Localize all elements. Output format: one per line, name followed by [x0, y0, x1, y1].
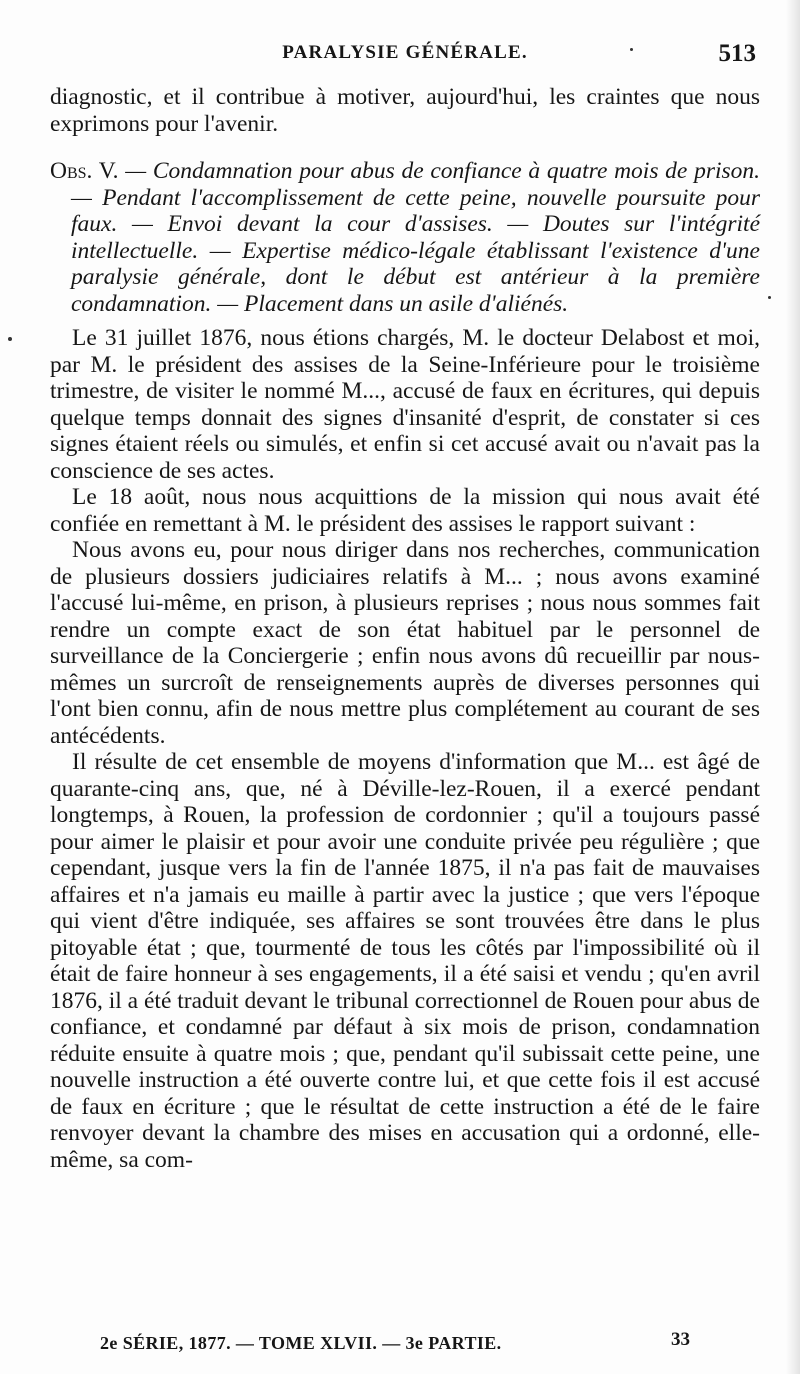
running-title: PARALYSIE GÉNÉRALE. — [282, 42, 528, 63]
scan-speck — [768, 296, 771, 299]
scan-speck — [8, 337, 12, 341]
paragraph-mission: Le 31 juillet 1876, nous étions chargés, M. le docteur Delabost et moi, par M. le président des assises de la Seine-Inférieure pour le troisième trimestre, de visiter le nommé M..., accusé de faux en écritures, qui depuis quelque temps donnait des signes d'insanité d'esprit, de constater si ces signes étaient réels ou simulés, et enfin si cet accusé avait ou n'avait pas la conscience de ses actes. — [50, 325, 760, 484]
observation-text: — Condamnation pour abus de confiance à quatre mois de prison. — Pendant l'accomplissement de cette peine, nouvelle poursuite pour faux. — Envoi devant la cour d'assises. — Doutes sur l'intégrité intellectuelle. — Expertise médico-légale établissant l'existence d'une paralysie générale, dont le début est antérieur à la première condamnation. — Placement dans un asile d'aliénés. — [71, 158, 761, 317]
page-number: 513 — [718, 40, 756, 67]
page-edge-shadow — [786, 0, 800, 1374]
paragraph-findings: Il résulte de cet ensemble de moyens d'information que M... est âgé de quarante-cinq ans, que, né à Déville-lez-Rouen, il a exercé pendant longtemps, à Rouen, la profession de cordonnier ; qu'il a toujours passé pour aimer le plaisir et pour avoir une conduite privée peu régulière ; que cependant, jusque vers la fin de l'année 1875, il n'a pas fait de mauvaises affaires et n'a jamais eu maille à partir avec la justice ; que vers l'époque qui vient d'être indiquée, ses affaires se sont trouvées être dans le plus pitoyable état ; que, tourmenté de tous les côtés par l'impossibilité où il était de faire honneur à ses engagements, il a été saisi et vendu ; qu'en avril 1876, il a été traduit devant le tribunal correctionnel de Rouen pour abus de confiance, et condamné par défaut à six mois de prison, condamnation réduite ensuite à quatre mois ; que, pendant qu'il subissait cette peine, une nouvelle instruction a été ouverte contre lui, et que cette fois il est accusé de faux en écriture ; que le résultat de cette instruction a été de le faire renvoyer devant la chambre des mises en accusation qui a ordonné, elle-même, sa com- — [50, 749, 760, 1173]
paragraph-report: Le 18 août, nous nous acquittions de la mission qui nous avait été confiée en remettant à M. le président des assises le rapport suivant : — [50, 484, 760, 537]
scan-speck — [630, 48, 633, 51]
observation-label: Obs. V. — [50, 158, 119, 184]
body-text — [50, 84, 760, 1173]
paragraph-investigation: Nous avons eu, pour nous diriger dans nos recherches, communication de plusieurs dossiers judiciaires relatifs à M... ; nous avons examiné l'accusé lui-même, en prison, à plusieurs reprises ; nous nous sommes fait rendre un compte exact de son état habituel par le personnel de surveillance de la Conciergerie ; enfin nous avons dû recueillir par nous-mêmes un surcroît de renseignements auprès de diverses personnes qui l'ont bien connu, afin de nous mettre plus complétement au courant de ses antécédents. — [50, 537, 760, 749]
signature-mark: 33 — [671, 1329, 690, 1350]
observation-summary — [50, 158, 760, 317]
page-footer — [100, 1329, 690, 1361]
paragraph-continuation: diagnostic, et il contribue à motiver, aujourd'hui, les craintes que nous exprimons pour l'avenir. — [50, 84, 760, 137]
series-line: 2e SÉRIE, 1877. — TOME XLVII. — 3e PARTIE. — [100, 1333, 502, 1353]
page-header — [50, 40, 760, 74]
